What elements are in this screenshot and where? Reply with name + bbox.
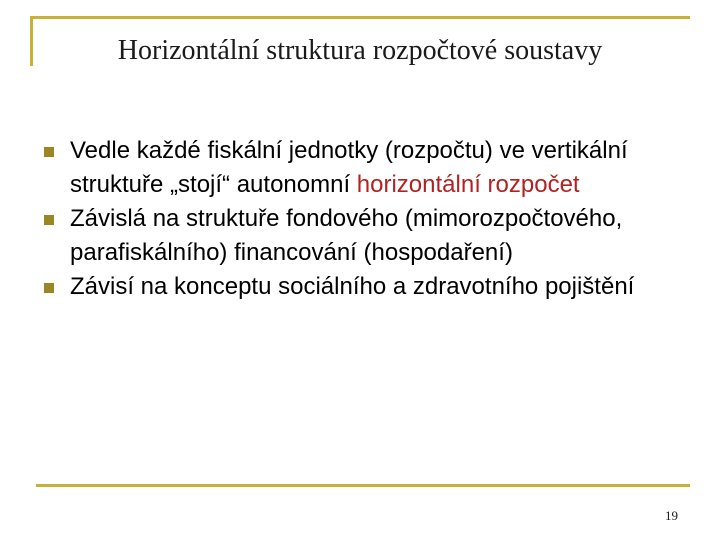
square-bullet-icon	[44, 215, 54, 225]
bullet-text-1-main: Vedle každé fiskální jednotky (rozpočtu) ve vertikální struktuře „stojí“ autonomní	[70, 137, 628, 198]
frame-top-rule	[30, 16, 690, 19]
bullet-text-3: Závisí na konceptu sociálního a zdravotního pojištění	[70, 273, 635, 300]
bullet-list	[44, 134, 684, 304]
bullet-item-1	[44, 134, 684, 202]
bullet-text-1-highlight: horizontální rozpočet	[356, 171, 580, 198]
slide-title: Horizontální struktura rozpočtové soustavy	[117, 35, 603, 66]
square-bullet-icon	[44, 147, 54, 157]
bullet-text-1	[70, 134, 684, 202]
bullet-text-2: Závislá na struktuře fondového (mimorozpočtového, parafiskálního) financování (hospodaření)	[70, 205, 623, 266]
frame-bottom-rule	[36, 484, 690, 487]
bullet-item-3	[44, 270, 684, 304]
bullet-item-2	[44, 202, 684, 270]
square-bullet-icon	[44, 283, 54, 293]
page-number: 19	[665, 508, 678, 523]
